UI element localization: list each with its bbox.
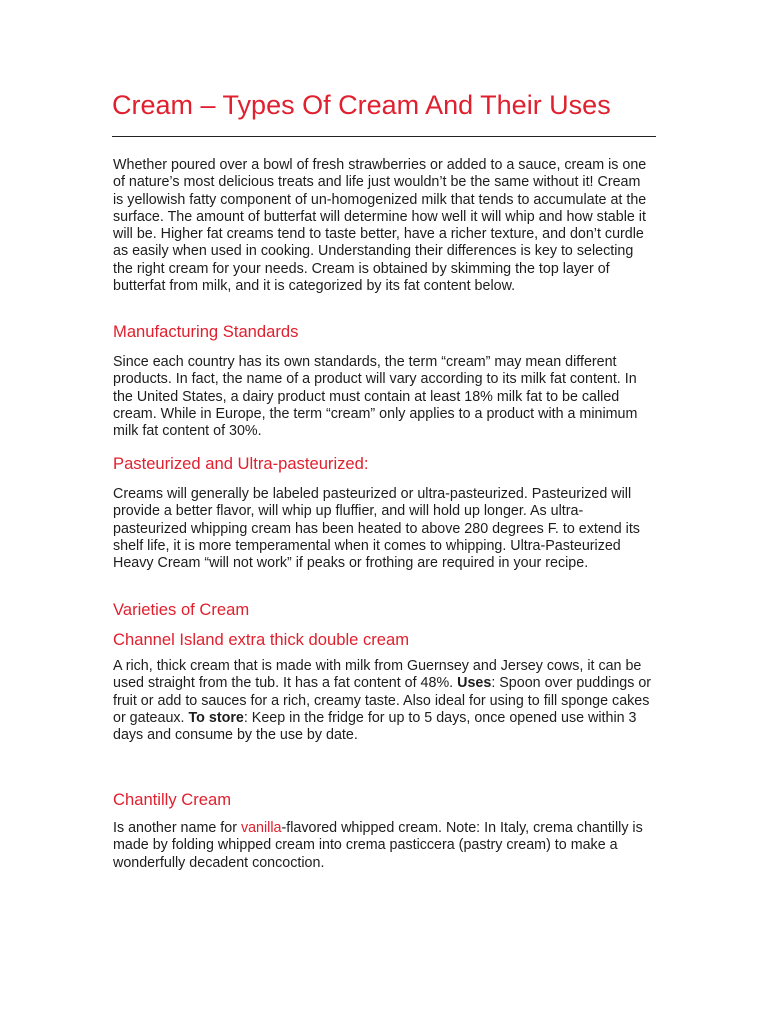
pasteurized-heading: Pasteurized and Ultra-pasteurized: [113,454,369,473]
store-label: To store [188,709,244,726]
intro-paragraph: Whether poured over a bowl of fresh strawberries or added to a sauce, cream is one of nature’s most delicious treats and life just wouldn’t be the same without it! Cream is yellowish fatty component of un-homogenized milk that tends to accumulate at the surface. The amount of butterfat will determine how well it will whip and how stable it will be. Higher fat creams tend to taste better, have a richer texture, and don’t curdle as easily when used in cooking. Understanding their differences is key to selecting the right cream for your needs. Cream is obtained by skimming the top layer of butterfat from milk, and it is categorized by its fat content below. [113,157,647,295]
chantilly-paragraph [113,820,653,872]
channel-island-text-3: : Keep in the fridge for up to 5 days, once opened use within 3 days and consume by the use by date. [113,709,637,744]
page-title: Cream – Types Of Cream And Their Uses [112,90,611,120]
manufacturing-paragraph: Since each country has its own standards, the term “cream” may mean different products. In fact, the name of a product will vary according to its milk fat content. In the United States, a dairy product must contain at least 18% milk fat to be called cream. While in Europe, the term “cream” only applies to a product with a minimum milk fat content of 30%. [113,354,638,440]
channel-island-text-1: A rich, thick cream that is made with milk from Guernsey and Jersey cows, it can be used straight from the tub. It has a fat content of 48%. [113,658,642,692]
title-divider [112,136,656,137]
chantilly-heading: Chantilly Cream [113,790,232,809]
channel-island-heading: Channel Island extra thick double cream [113,630,410,649]
chantilly-text-2: -flavored whipped cream. Note: In Italy, crema chantilly is made by folding whipped cream into crema pasticcera (pastry cream) to make a wonderfully decadent concoction. [113,820,643,871]
manufacturing-heading: Manufacturing Standards [113,322,299,341]
channel-island-text-2: : Spoon over puddings or fruit or add to sauces for a rich, creamy taste. Also ideal for using to fill sponge cakes or gateaux. [113,675,652,726]
vanilla-link[interactable]: vanilla [240,820,282,836]
uses-label: Uses [457,675,492,692]
chantilly-text-1: Is another name for [113,820,241,836]
channel-island-paragraph [113,658,653,744]
varieties-heading: Varieties of Cream [113,600,250,619]
pasteurized-paragraph: Creams will generally be labeled pasteurized or ultra-pasteurized. Pasteurized will provide a better flavor, will whip up fluffier, and will hold up longer. As ultra-pasteurized whipping cream has been heated to above 280 degrees F. to extend its shelf life, it is more temperamental when it comes to whipping. Ultra-Pasteurized Heavy Cream “will not work” if peaks or frothing are required in your recipe. [113,486,640,572]
